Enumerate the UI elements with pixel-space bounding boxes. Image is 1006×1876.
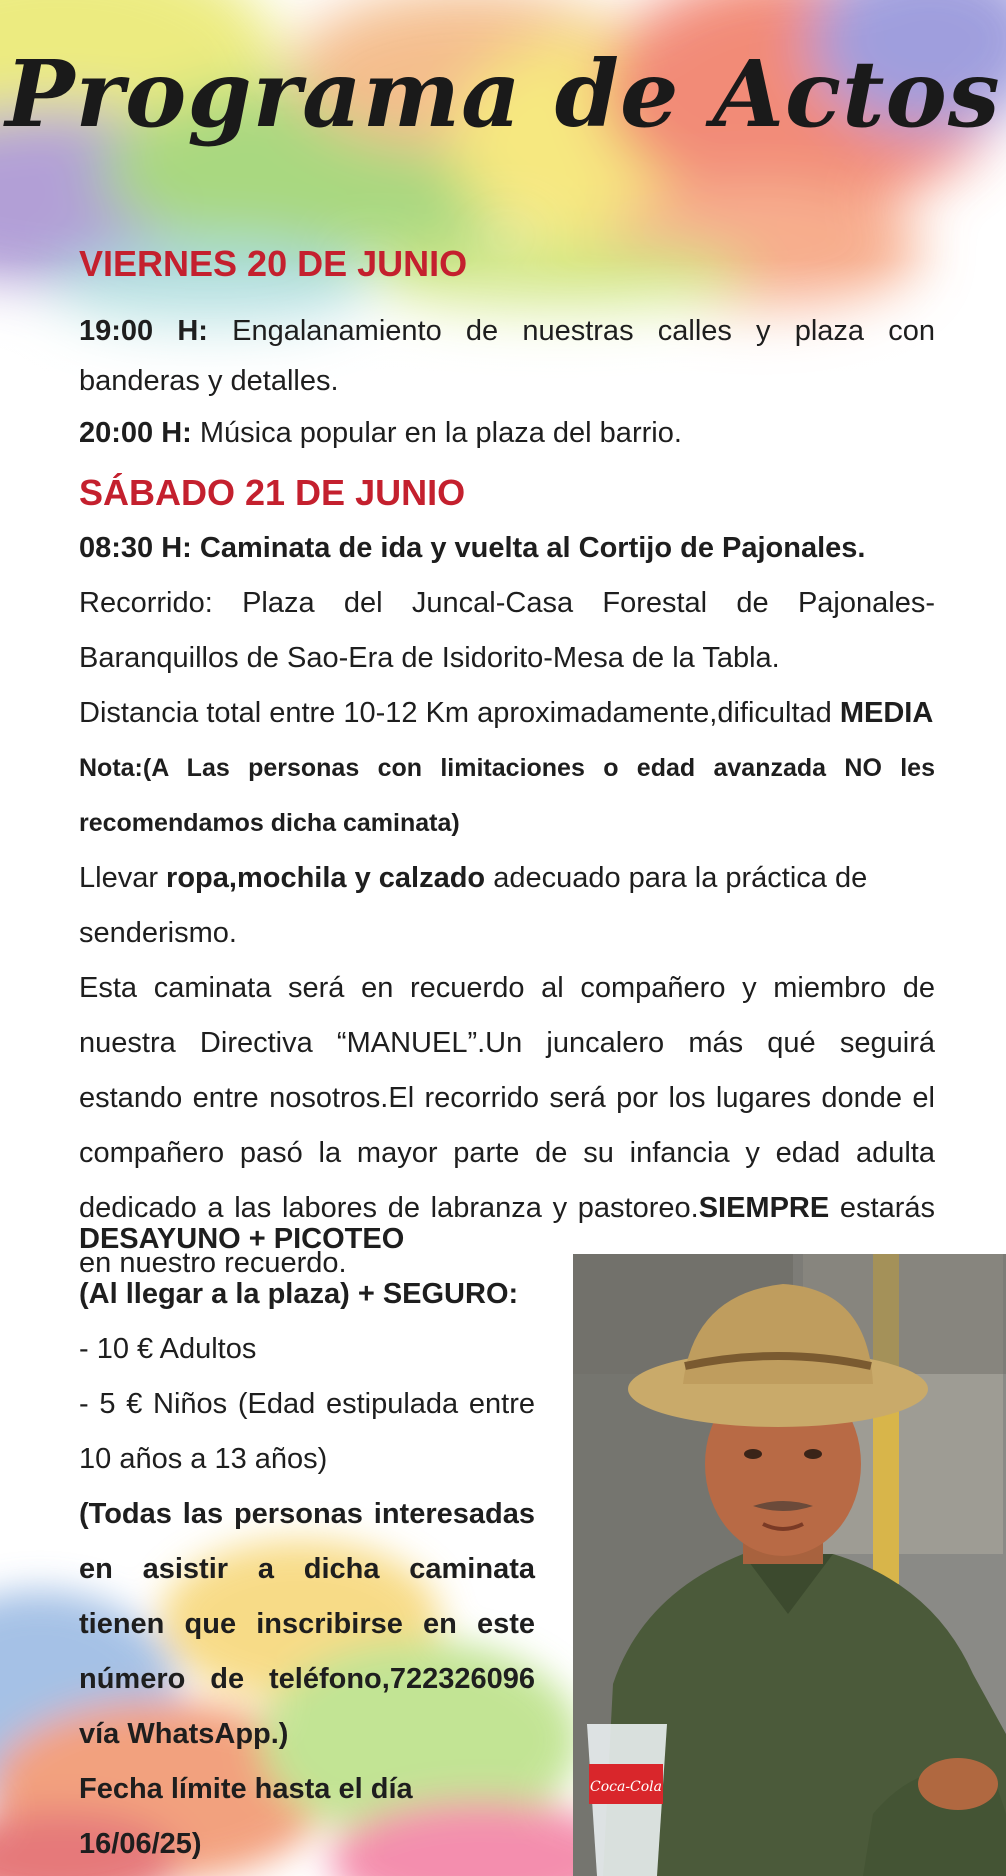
- breakfast-text: DESAYUNO + PICOTEO: [79, 1223, 405, 1255]
- route-text: Recorrido: Plaza del Juncal-Casa Forestal de Pajonales-Baranquillos de Sao-Era de Isidorito-Mesa de la Tabla.: [79, 587, 935, 674]
- item-text: Engalanamiento de nuestras calles y plaza con banderas y detalles.: [79, 315, 935, 397]
- item-text: Música popular en la plaza del barrio.: [191, 417, 682, 449]
- memorial-bold: SIEMPRE: [698, 1192, 830, 1224]
- bring-post: adecuado para la práctica de senderismo.: [79, 862, 868, 949]
- friday-heading: VIERNES 20 DE JUNIO: [79, 243, 468, 284]
- friday-item-2: [79, 406, 935, 461]
- time-label: 20:00 H:: [79, 417, 192, 449]
- man-portrait-illustration: [573, 1254, 1006, 1876]
- memorial-end: estarás en nuestro recuerdo.: [79, 1192, 935, 1279]
- memorial-body: Esta caminata será en recuerdo al compañero y miembro de nuestra Directiva “MANUEL”.Un juncalero más qué seguirá estando entre nosotros.El recorrido será por los lugares donde el compañero pasó la mayor parte de su infancia y edad adulta dedicado a las labores de labranza y pastoreo.: [79, 972, 935, 1224]
- deadline-text: Fecha límite hasta el día 16/06/25): [79, 1773, 413, 1860]
- memorial-photo: [573, 1254, 1006, 1876]
- distance-text: [79, 686, 935, 741]
- price-adults: - 10 € Adultos: [79, 1333, 257, 1365]
- arrival-pre: (Al llegar a la plaza) +: [79, 1278, 383, 1310]
- friday-item-1: [79, 306, 935, 406]
- arrival-bold: SEGURO:: [382, 1278, 519, 1310]
- walk-title: 08:30 H: Caminata de ida y vuelta al Cortijo de Pajonales.: [79, 532, 866, 564]
- price-kids: - 5 € Niños (Edad estipulada entre 10 años a 13 años): [79, 1388, 535, 1475]
- saturday-heading: SÁBADO 21 DE JUNIO: [79, 472, 466, 513]
- cup-logo: Coca-Cola: [589, 1779, 663, 1795]
- note-text: Nota:(A Las personas con limitaciones o edad avanzada NO les recomendamos dicha caminata): [79, 754, 935, 837]
- arrival-text: [79, 1267, 535, 1322]
- page-title: Programa de Actos: [5, 40, 1001, 148]
- bring-bold: ropa,mochila y calzado: [166, 862, 486, 894]
- program-content: [79, 236, 935, 1291]
- time-label: 19:00 H:: [79, 315, 208, 347]
- distance-label: Distancia total entre 10-12 Km aproximadamente,dificultad: [79, 697, 840, 729]
- difficulty-value: MEDIA: [839, 697, 934, 729]
- bring-pre: Llevar: [79, 862, 167, 894]
- bring-text: [79, 851, 935, 961]
- signup-text: (Todas las personas interesadas en asistir a dicha caminata tienen que inscribirse en este número de teléfono,722326096 vía WhatsApp.): [79, 1498, 535, 1750]
- walk-details: [79, 1212, 535, 1872]
